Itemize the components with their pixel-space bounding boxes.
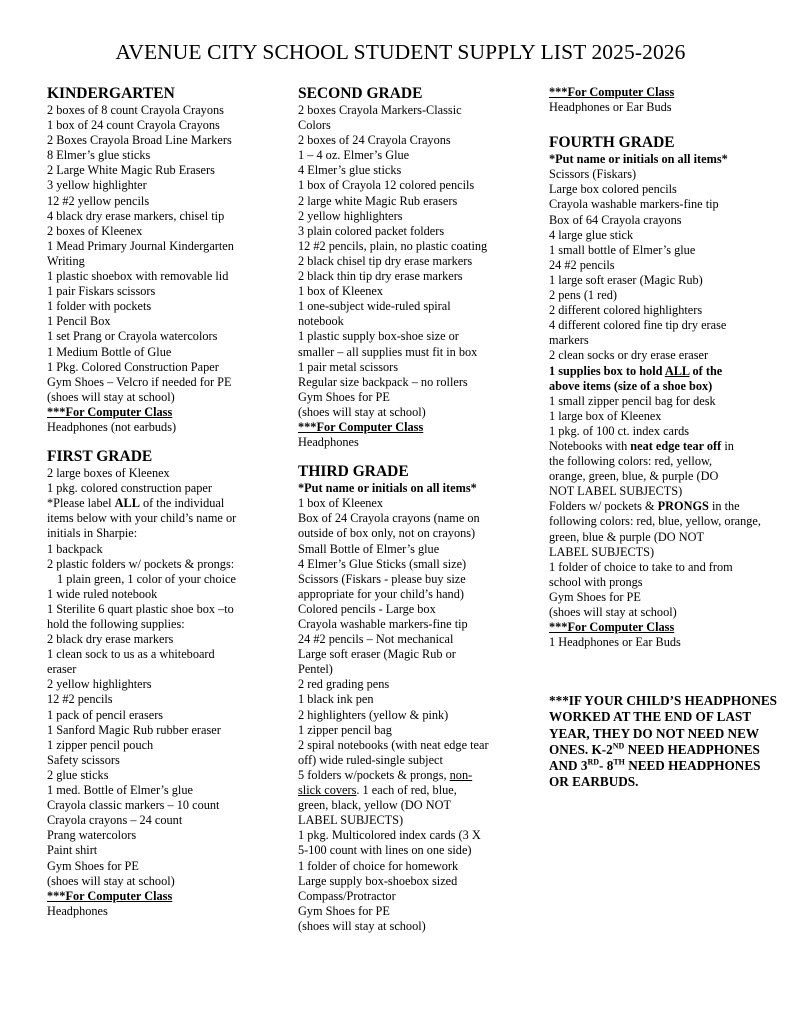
list-item: 2 red grading pens <box>298 677 390 692</box>
list-item: Large box colored pencils <box>549 182 677 197</box>
list-item: smaller – all supplies must fit in box <box>298 344 478 359</box>
list-item: 1 pair Fiskars scissors <box>47 284 156 299</box>
notebook-text: Notebooks with <box>549 438 631 453</box>
list-item: 1 zipper pencil bag <box>298 722 392 737</box>
list-item: Pentel) <box>298 662 333 677</box>
label-text: *Please label <box>47 496 115 511</box>
list-item: appropriate for your child’s hand) <box>298 586 464 601</box>
list-item <box>47 496 285 511</box>
kindergarten-section <box>47 85 285 435</box>
list-item: (shoes will stay at school) <box>549 605 677 619</box>
fourth-grade-list-a <box>549 167 785 363</box>
list-item: 2 Boxes Crayola Broad Line Markers <box>47 133 232 148</box>
list-item: 1 box of 24 count Crayola Crayons <box>47 118 220 133</box>
note-text: - 8 <box>599 758 614 774</box>
note-superscript: RD <box>587 757 600 767</box>
first-grade-list-a <box>47 466 285 496</box>
list-item: 4 Elmer’s glue sticks <box>298 163 402 178</box>
list-item: green, black, yellow (DO NOT <box>298 798 451 813</box>
list-item: 1 set Prang or Crayola watercolors <box>47 329 218 344</box>
list-item: Box of 64 Crayola crayons <box>549 212 682 227</box>
first-grade-computer-label: ***For Computer Class <box>47 888 173 903</box>
list-item: 4 black dry erase markers, chisel tip <box>47 208 225 223</box>
folders-underlined: slick covers <box>298 783 357 798</box>
list-item: 12 #2 yellow pencils <box>47 193 150 208</box>
list-item: Gym Shoes for PE <box>298 903 390 918</box>
list-item: outside of box only, not on crayons) <box>298 526 476 541</box>
list-item: 2 yellow highlighters <box>298 208 403 223</box>
list-item: Crayola crayons – 24 count <box>47 813 183 828</box>
list-item: 1 plastic shoebox with removable lid <box>47 269 229 284</box>
list-item: 1 Pencil Box <box>47 314 111 329</box>
second-grade-heading: SECOND GRADE <box>298 85 423 102</box>
list-item: 12 #2 pencils, plain, no plastic coating <box>298 238 488 253</box>
list-item: Large supply box-shoebox sized <box>298 873 458 888</box>
list-item: (shoes will stay at school) <box>47 389 175 404</box>
list-item: 1 wide ruled notebook <box>47 586 158 601</box>
fourth-grade-computer-item: 1 Headphones or Ear Buds <box>549 635 681 650</box>
list-item: 1 med. Bottle of Elmer’s glue <box>47 783 193 798</box>
first-grade-section <box>47 448 285 919</box>
kindergarten-computer-item: Headphones (not earbuds) <box>47 419 177 434</box>
list-item: 2 boxes of Kleenex <box>47 223 143 238</box>
folders-text: 5 folders w/pockets & prongs, <box>298 767 450 782</box>
column-1 <box>47 85 285 919</box>
second-grade-section <box>298 85 536 450</box>
note-text: ***IF YOUR CHILD’S HEADPHONES WORKED AT THE END OF LAST YEAR, THEY DO NOT NEED NEW ONES. K-2 <box>549 693 777 757</box>
third-grade-list-a <box>298 496 536 768</box>
list-item: 1 Medium Bottle of Glue <box>47 344 172 359</box>
list-item: (shoes will stay at school) <box>47 873 175 888</box>
list-item: 1 Sterilite 6 quart plastic shoe box –to <box>47 601 234 616</box>
list-item: initials in Sharpie: <box>47 526 138 541</box>
list-item <box>298 768 536 783</box>
list-item: 5-100 count with lines on one side) <box>298 843 472 858</box>
list-item: Regular size backpack – no rollers <box>298 374 468 389</box>
list-item <box>549 499 785 514</box>
list-item: Gym Shoes for PE <box>549 589 641 604</box>
list-item: LABEL SUBJECTS) <box>549 544 655 559</box>
list-item: off) wide ruled-single subject <box>298 752 443 767</box>
list-item: above items (size of a shoe box) <box>549 378 713 393</box>
list-item: 1 box of Crayola 12 colored pencils <box>298 178 475 193</box>
kindergarten-list <box>47 103 285 405</box>
list-item: 1 black ink pen <box>298 692 374 707</box>
list-item: 2 pens (1 red) <box>549 288 617 303</box>
list-item: (shoes will stay at school) <box>298 918 426 933</box>
list-item: (shoes will stay at school) <box>298 404 426 419</box>
first-grade-computer-item: Headphones <box>47 903 108 918</box>
list-item: 1 folder with pockets <box>47 299 152 314</box>
list-item: green, blue & purple (DO NOT <box>549 529 705 544</box>
note-superscript: ND <box>612 741 625 751</box>
list-item: 1 clean sock to us as a whiteboard <box>47 647 215 662</box>
list-item: 1 plastic supply box-shoe size or <box>298 329 459 344</box>
list-item: 1 backpack <box>47 541 103 556</box>
list-item: Crayola washable markers-fine tip <box>549 197 719 212</box>
list-item: 2 large boxes of Kleenex <box>47 466 170 481</box>
list-item: 1 folder of choice to take to and from <box>549 559 733 574</box>
list-item: Crayola classic markers – 10 count <box>47 798 220 813</box>
note-superscript: TH <box>613 757 625 767</box>
list-item: 1 large box of Kleenex <box>549 408 662 423</box>
list-item: Compass/Protractor <box>298 888 396 903</box>
list-item: 1 plain green, 1 color of your choice <box>57 571 236 586</box>
list-item: following colors: red, blue, yellow, orange, <box>549 514 761 529</box>
list-item: 1 pkg. of 100 ct. index cards <box>549 423 690 438</box>
third-grade-list-b <box>298 798 536 934</box>
label-all-emphasis: ALL <box>114 496 140 511</box>
list-item <box>298 783 536 798</box>
kindergarten-heading: KINDERGARTEN <box>47 85 175 102</box>
list-item: 1 zipper pencil pouch <box>47 737 154 752</box>
list-item: 2 black thin tip dry erase markers <box>298 269 463 284</box>
second-grade-computer-item: Headphones <box>298 435 359 450</box>
list-item: Colors <box>298 118 331 133</box>
note-text: NEED HEADPHONES OR EARBUDS. <box>549 758 761 790</box>
fourth-grade-list-d <box>549 514 785 620</box>
second-grade-list <box>298 103 536 420</box>
list-item: 24 #2 pencils <box>549 257 615 272</box>
third-grade-computer-label: ***For Computer Class <box>549 85 675 99</box>
fourth-grade-heading: FOURTH GRADE <box>549 134 675 152</box>
list-item: Large soft eraser (Magic Rub or <box>298 647 456 662</box>
list-item: 2 clean socks or dry erase eraser <box>549 348 709 363</box>
list-item: Paint shirt <box>47 843 98 858</box>
list-item: 2 boxes of 8 count Crayola Crayons <box>47 103 224 117</box>
list-item: 4 different colored fine tip dry erase <box>549 318 727 333</box>
kindergarten-computer-label: ***For Computer Class <box>47 404 173 419</box>
list-item: 1 Sanford Magic Rub rubber eraser <box>47 722 221 737</box>
list-item: orange, green, blue, & purple (DO <box>549 469 719 484</box>
third-grade-computer-item: Headphones or Ear Buds <box>549 100 672 115</box>
list-item: 1 folder of choice for homework <box>298 858 459 873</box>
list-item: NOT LABEL SUBJECTS) <box>549 484 683 499</box>
list-item: 2 spiral notebooks (with neat edge tear <box>298 737 489 752</box>
box-text: 1 supplies box to hold <box>549 363 665 378</box>
list-item: Scissors (Fiskars) <box>549 167 637 182</box>
list-item: Box of 24 Crayola crayons (name on <box>298 511 480 526</box>
list-item: 1 one-subject wide-ruled spiral <box>298 299 451 314</box>
fourth-grade-subheading: *Put name or initials on all items* <box>549 152 728 167</box>
fourth-grade-list-c <box>549 454 785 499</box>
fourth-grade-computer-label: ***For Computer Class <box>549 620 675 635</box>
list-item: 1 small zipper pencil bag for desk <box>549 393 716 408</box>
list-item: 2 black dry erase markers <box>47 632 174 647</box>
third-grade-computer-section <box>549 85 785 115</box>
first-grade-list-b <box>47 511 285 888</box>
third-grade-subheading: *Put name or initials on all items* <box>298 481 477 496</box>
list-item: 1 pkg. colored construction paper <box>47 481 212 496</box>
list-item: Writing <box>47 253 85 268</box>
column-2 <box>298 85 536 934</box>
folders-text: in the <box>708 499 740 514</box>
list-item: Prang watercolors <box>47 828 137 843</box>
list-item: Scissors (Fiskars - please buy size <box>298 571 466 586</box>
list-item: 2 highlighters (yellow & pink) <box>298 707 449 722</box>
list-item: 1 large soft eraser (Magic Rub) <box>549 272 703 287</box>
list-item: eraser <box>47 662 77 677</box>
list-item: 2 large white Magic Rub erasers <box>298 193 458 208</box>
list-item: 24 #2 pencils – Not mechanical <box>298 632 454 647</box>
list-item: items below with your child’s name or <box>47 511 237 526</box>
list-item: 4 large glue stick <box>549 227 634 242</box>
box-all-emphasis: ALL <box>664 363 690 378</box>
third-grade-section <box>298 463 536 934</box>
folders-text: . 1 each of red, blue, <box>356 783 457 798</box>
second-grade-computer-label: ***For Computer Class <box>298 419 424 434</box>
list-item <box>549 439 785 454</box>
list-item: 2 yellow highlighters <box>47 677 152 692</box>
fourth-grade-section <box>549 134 785 650</box>
list-item: Gym Shoes – Velcro if needed for PE <box>47 374 232 389</box>
list-item: notebook <box>298 314 344 329</box>
label-text: of the individual <box>139 496 225 511</box>
list-item: markers <box>549 333 589 348</box>
box-text: of the <box>689 363 723 378</box>
list-item: 1 pack of pencil erasers <box>47 707 164 722</box>
fourth-grade-list-b <box>549 394 785 439</box>
list-item: 1 small bottle of Elmer’s glue <box>549 242 696 257</box>
list-item: 2 plastic folders w/ pockets & prongs: <box>47 556 235 571</box>
list-item: 1 box of Kleenex <box>298 284 384 299</box>
list-item: hold the following supplies: <box>47 617 185 631</box>
list-item: Small Bottle of Elmer’s glue <box>298 541 440 556</box>
list-item: 1 Mead Primary Journal Kindergarten <box>47 238 234 253</box>
list-item <box>549 364 785 379</box>
note-text: NEED HEADPHONES AND 3 <box>549 741 760 774</box>
list-item: Colored pencils - Large box <box>298 601 436 616</box>
third-grade-heading: THIRD GRADE <box>298 463 409 481</box>
headphones-note <box>549 693 781 791</box>
list-item: 2 boxes of 24 Crayola Crayons <box>298 133 451 148</box>
list-item: 2 different colored highlighters <box>549 303 703 318</box>
list-item: LABEL SUBJECTS) <box>298 813 404 828</box>
column-3 <box>549 85 785 650</box>
folders-text: Folders w/ pockets & <box>549 499 658 514</box>
list-item: 1 Pkg. Colored Construction Paper <box>47 359 219 374</box>
notebook-emphasis: neat edge tear off <box>630 438 722 453</box>
list-item: 1 – 4 oz. Elmer’s Glue <box>298 148 410 163</box>
list-item: 2 black chisel tip dry erase markers <box>298 253 473 268</box>
list-item: 2 Large White Magic Rub Erasers <box>47 163 215 178</box>
list-item: Gym Shoes for PE <box>298 389 390 404</box>
first-grade-heading: FIRST GRADE <box>47 448 153 466</box>
list-item: Crayola washable markers-fine tip <box>298 617 468 631</box>
list-item: Gym Shoes for PE <box>47 858 139 873</box>
folders-underlined: non- <box>449 767 473 782</box>
list-item: 1 box of Kleenex <box>298 496 384 511</box>
list-item: 4 Elmer’s Glue Sticks (small size) <box>298 556 467 571</box>
list-item: 12 #2 pencils <box>47 692 113 707</box>
page-title: AVENUE CITY SCHOOL STUDENT SUPPLY LIST 2025-2026 <box>115 40 686 64</box>
list-item: 1 pkg. Multicolored index cards (3 X <box>298 828 481 843</box>
folders-emphasis: PRONGS <box>657 499 709 514</box>
list-item: 2 boxes Crayola Markers-Classic <box>298 103 462 117</box>
list-item: the following colors: red, yellow, <box>549 454 713 469</box>
list-item: 8 Elmer’s glue sticks <box>47 148 151 163</box>
list-item: 3 plain colored packet folders <box>298 223 445 238</box>
list-item: 3 yellow highlighter <box>47 178 147 193</box>
list-item: 2 glue sticks <box>47 767 109 782</box>
list-item: school with prongs <box>549 574 643 589</box>
list-item: Safety scissors <box>47 752 120 767</box>
notebook-text: in <box>721 438 734 453</box>
list-item: 1 pair metal scissors <box>298 359 399 374</box>
